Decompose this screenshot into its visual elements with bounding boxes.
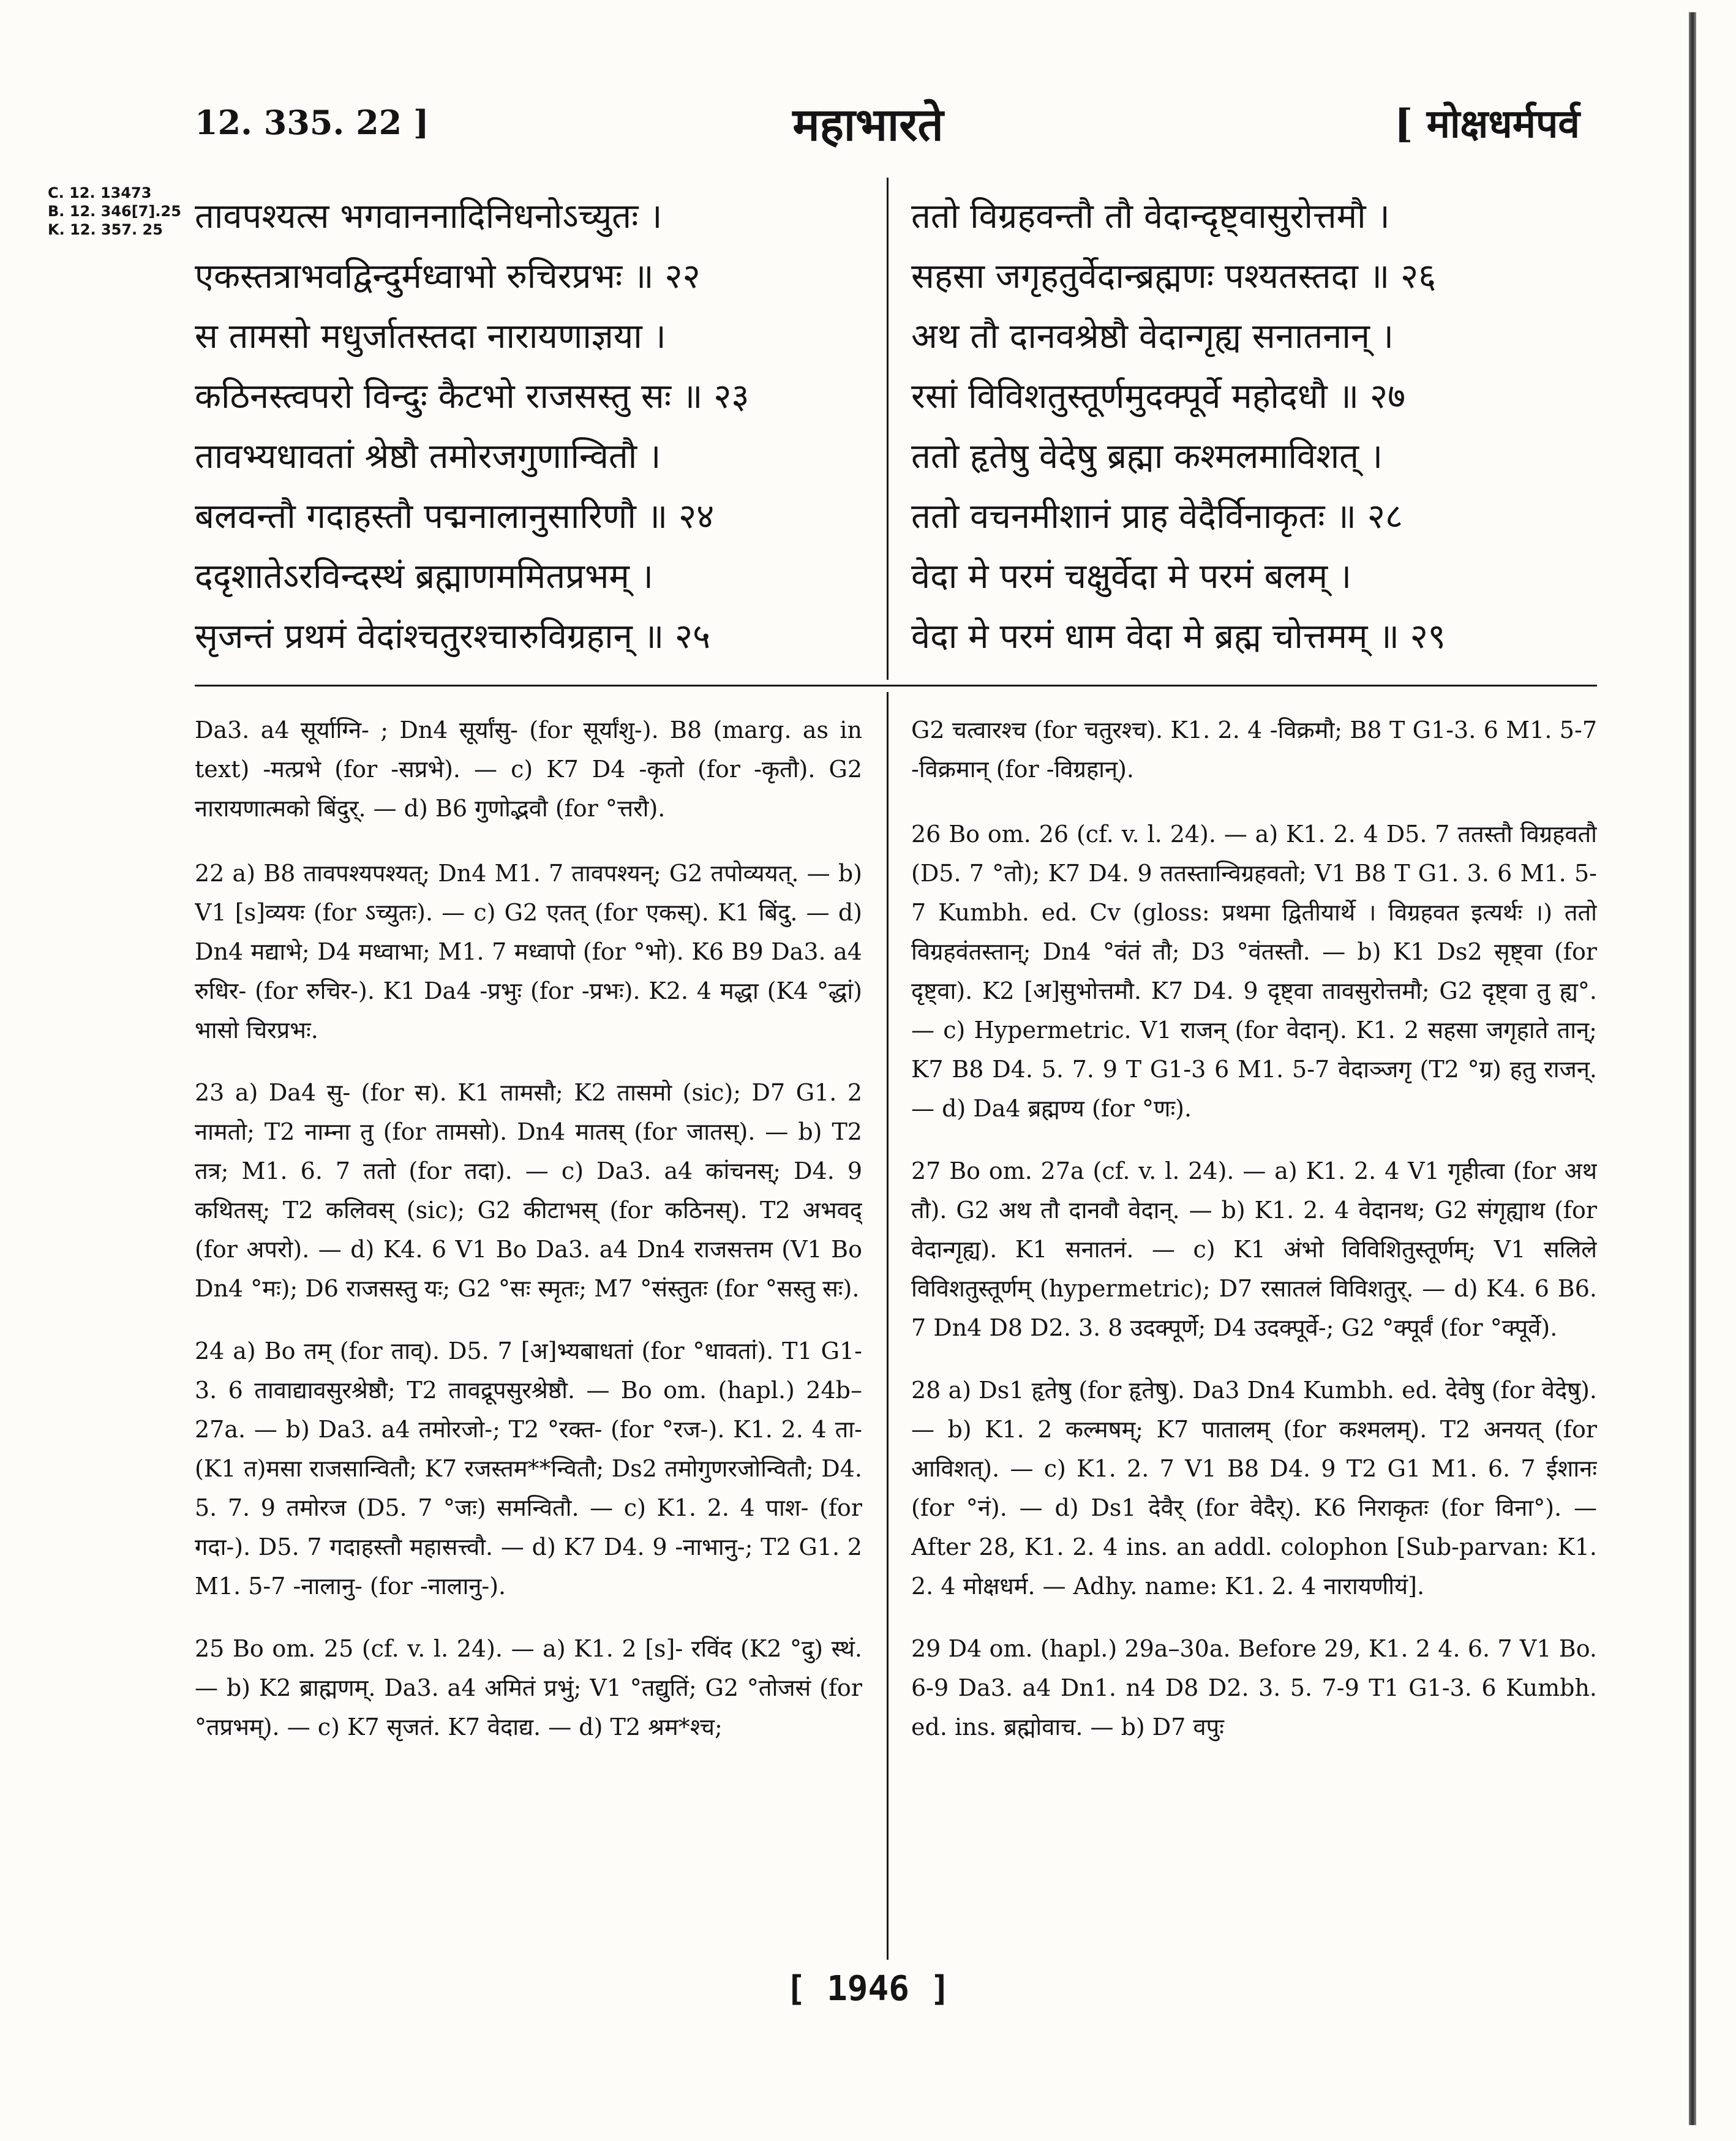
- page-header: [0, 92, 1736, 159]
- verse-line: वेदा मे परमं धाम वेदा मे ब्रह्म चोत्तमम् ॥ २९: [911, 617, 1446, 657]
- note-paragraph: 23 a) Da4 सु- (for स). K1 तामसौ; K2 तासमो (sic); D7 G1. 2 नामतो; T2 नाम्ना तु (for तामसो). Dn4 मातस् (for जातस्). — b) T2 तत्र; M1. 6. 7 ततो (for तदा). — c) Da3. a4 कांचनस्; D4. 9 कथितस्; T2 कलिवस् (sic); G2 कीटाभस् (for कठिनस्). T2 अभवद् (for अपरो). — d) K4. 6 V1 Bo Da3. a4 Dn4 राजसत्तम (V1 Bo Dn4 °मः); D6 राजसस्तु यः; G2 °सः स्मृतः; M7 °संस्तुतः (for °सस्तु सः).: [195, 1079, 862, 1302]
- verse-notes-separator-rule: [195, 685, 1597, 687]
- verse-line: ततो वचनमीशानं प्राह वेदैर्विनाकृतः ॥ २८: [911, 497, 1403, 536]
- note-paragraph: 27 Bo om. 27a (cf. v. l. 24). — a) K1. 2. 4 V1 गृहीत्वा (for अथ तौ). G2 अथ तौ दानवौ वेदान्. — b) K1. 2. 4 वेदानथ; G2 संगृह्याथ (for वेदान्गृह्य). K1 सनातनं. — c) K1 अंभो विविशितुस्तूर्णम्; V1 सलिले विविशतुस्तूर्णम् (hypermetric); D7 रसातलं विविशतुर्. — d) K4. 6 B6. 7 Dn4 D8 D2. 3. 8 उदक्पूर्णे; D4 उदक्पूर्वे-; G2 °क्पूर्वं (for °क्पूर्वे).: [911, 1157, 1597, 1341]
- verse-block: [0, 187, 1736, 683]
- verse-line: तावभ्यधावतां श्रेष्ठौ तमोरजगुणान्वितौ ।: [195, 437, 661, 476]
- note-paragraph: 28 a) Ds1 हृतेषु (for हृतेषु). Da3 Dn4 Kumbh. ed. देवेषु (for वेदेषु). — b) K1. 2 कल्मषम्; K7 पातालम् (for कश्मलम्). T2 अनयत् (for आविशत्). — c) K1. 2. 7 V1 B8 D4. 9 T2 G1 M1. 6. 7 ईशानः (for °नं). — d) Ds1 देवैर् (for वेदैर्). K6 निराकृतः (for विना°). — After 28, K1. 2. 4 ins. an addl. colophon [Sub-parvan: K1. 2. 4 मोक्षधर्म. — Adhy. name: K1. 2. 4 नारायणीयं].: [911, 1377, 1597, 1600]
- page-title: महाभारते: [792, 99, 944, 151]
- verse-line: सहसा जगृहतुर्वेदान्ब्रह्मणः पश्यतस्तदा ॥ २६: [911, 257, 1437, 296]
- verse-line: वेदा मे परमं चक्षुर्वेदा मे परमं बलम् ।: [911, 557, 1352, 596]
- verse-column-divider: [887, 178, 889, 680]
- verse-column-left: [195, 187, 862, 667]
- note-paragraph: 24 a) Bo तम् (for ताव्). D5. 7 [अ]भ्यबाधतां (for °धावतां). T1 G1-3. 6 तावाद्यावसुरश्रेष्ठौ; T2 तावद्रूपसुरश्रेष्ठौ. — Bo om. (hapl.) 24b–27a. — b) Da3. a4 तमोरजो-; T2 °रक्त- (for °रज-). K1. 2. 4 ता- (K1 त)मसा राजसान्वितौ; K7 रजस्तम**न्वितौ; Ds2 तमोगुणरजोन्वितौ; D4. 5. 7. 9 तमोरज (D5. 7 °जः) समन्वितौ. — c) K1. 2. 4 पाश- (for गदा-). D5. 7 गदाहस्तौ महासत्त्वौ. — d) K7 D4. 9 -नाभानु-; T2 G1. 2 M1. 5-7 -नालानु- (for -नालानु-).: [195, 1338, 862, 1600]
- verse-line: अथ तौ दानवश्रेष्ठौ वेदान्गृह्य सनातनान् ।: [911, 317, 1394, 356]
- note-paragraph: G2 चत्वारश्च (for चतुरश्च). K1. 2. 4 -विक्रमौ; B8 T G1-3. 6 M1. 5-7 -विक्रमान् (for -विग्रहान्).: [911, 717, 1597, 783]
- verse-line: ततो विग्रहवन्तौ तौ वेदान्दृष्ट्वासुरोत्तमौ ।: [911, 197, 1390, 236]
- verse-line: एकस्तत्राभवद्विन्दुर्मध्वाभो रुचिरप्रभः ॥ २२: [195, 257, 701, 296]
- concordance-calcutta: C. 12. 13473: [48, 184, 152, 201]
- note-paragraph: 22 a) B8 तावपश्यपश्यत्; Dn4 M1. 7 तावपश्यन्; G2 तपोव्ययत्. — b) V1 [s]व्ययः (for ऽच्युतः). — c) G2 एतत् (for एकस्). K1 बिंदु. — d) Dn4 मद्याभे; D4 मध्वाभा; M1. 7 मध्वापो (for °भो). K6 B9 Da3. a4 रुधिर- (for रुचिर-). K1 Da4 -प्रभुः (for -प्रभः). K2. 4 मद्धा (K4 °द्धां) भासो चिरप्रभः.: [195, 860, 862, 1044]
- notes-column-right: [911, 710, 1597, 1960]
- concordance-kumbhakonam: K. 12. 357. 25: [48, 221, 163, 238]
- verse-line: कठिनस्त्वपरो विन्दुः कैटभो राजसस्तु सः ॥ २३: [195, 377, 750, 416]
- notes-column-left: [195, 710, 862, 1960]
- verse-line: स तामसो मधुर्जातस्तदा नारायणाज्ञया ।: [195, 317, 666, 356]
- parva-title: [ मोक्षधर्मपर्व: [1394, 101, 1580, 147]
- verse-line: ददृशातेऽरविन्दस्थं ब्रह्माणममितप्रभम् ।: [195, 557, 653, 596]
- note-paragraph: 29 D4 om. (hapl.) 29a–30a. Before 29, K1. 2 4. 6. 7 V1 Bo. 6-9 Da3. a4 Dn1. n4 D8 D2. 3. 5. 7-9 T1 G1-3. 6 Kumbh. ed. ins. ब्रह्मोवाच. — b) D7 वपुः: [911, 1635, 1597, 1740]
- note-paragraph: 26 Bo om. 26 (cf. v. l. 24). — a) K1. 2. 4 D5. 7 ततस्तौ विग्रहवतौ (D5. 7 °तो); K7 D4. 9 ततस्तान्विग्रहवतो; V1 B8 T G1. 3. 6 M1. 5-7 Kumbh. ed. Cv (gloss: प्रथमा द्वितीयार्थे । विग्रहवत इत्यर्थः ।) ततो विग्रहवंतस्तान्; Dn4 °वंतं तौ; D3 °वंतस्तौ. — b) K1 Ds2 सृष्ट्वा (for दृष्ट्वा). K2 [अ]सुभोत्तमौ. K7 D4. 9 दृष्ट्वा तावसुरोत्तमौ; G2 दृष्ट्वा तु ह्य°. — c) Hypermetric. V1 राजन् (for वेदान्). K1. 2 सहसा जगृहाते तान्; K7 B8 D4. 5. 7. 9 T G1-3 6 M1. 5-7 वेदाञ्जगृ (T2 °ग्र) हतु राजन्. — d) Da4 ब्रह्मण्य (for °णः).: [911, 821, 1597, 1122]
- critical-apparatus: [0, 710, 1736, 1960]
- verse-line: तावपश्यत्स भगवाननादिनिधनोऽच्युतः ।: [195, 197, 663, 236]
- concordance-bombay: B. 12. 346[7].25: [48, 203, 181, 220]
- verse-line: ततो हृतेषु वेदेषु ब्रह्मा कश्मलमाविशत् ।: [911, 437, 1383, 476]
- verse-line: रसां विविशतुस्तूर्णमुदक्पूर्वे महोदधौ ॥ २७: [911, 377, 1406, 416]
- verse-line: सृजन्तं प्रथमं वेदांश्चतुरश्चारुविग्रहान् ॥ २५: [195, 617, 711, 657]
- verse-line: बलवन्तौ गदाहस्तौ पद्मनालानुसारिणौ ॥ २४: [195, 497, 715, 536]
- note-paragraph: Da3. a4 सूर्याग्नि- ; Dn4 सूर्यांसु- (for सूर्यांशु-). B8 (marg. as in text) -मत्प्रभे (for -सप्रभे). — c) K7 D4 -कृतो (for -कृतौ). G2 नारायणात्मको बिंदुर्. — d) B6 गुणोद्भवौ (for °त्तरौ).: [195, 717, 862, 822]
- note-paragraph: 25 Bo om. 25 (cf. v. l. 24). — a) K1. 2 [s]- रविंद (K2 °दु) स्थं. — b) K2 ब्राह्मणम्. Da3. a4 अमितं प्रभुं; V1 °तद्युतिं; G2 °तोजसं (for °तप्रभम्). — c) K7 सृजतं. K7 वेदाद्य. — d) T2 श्रम*श्च;: [195, 1635, 862, 1740]
- verse-column-right: [911, 187, 1597, 667]
- page-number: [ 1946 ]: [785, 1969, 951, 2009]
- verse-reference: 12. 335. 22 ]: [195, 103, 429, 142]
